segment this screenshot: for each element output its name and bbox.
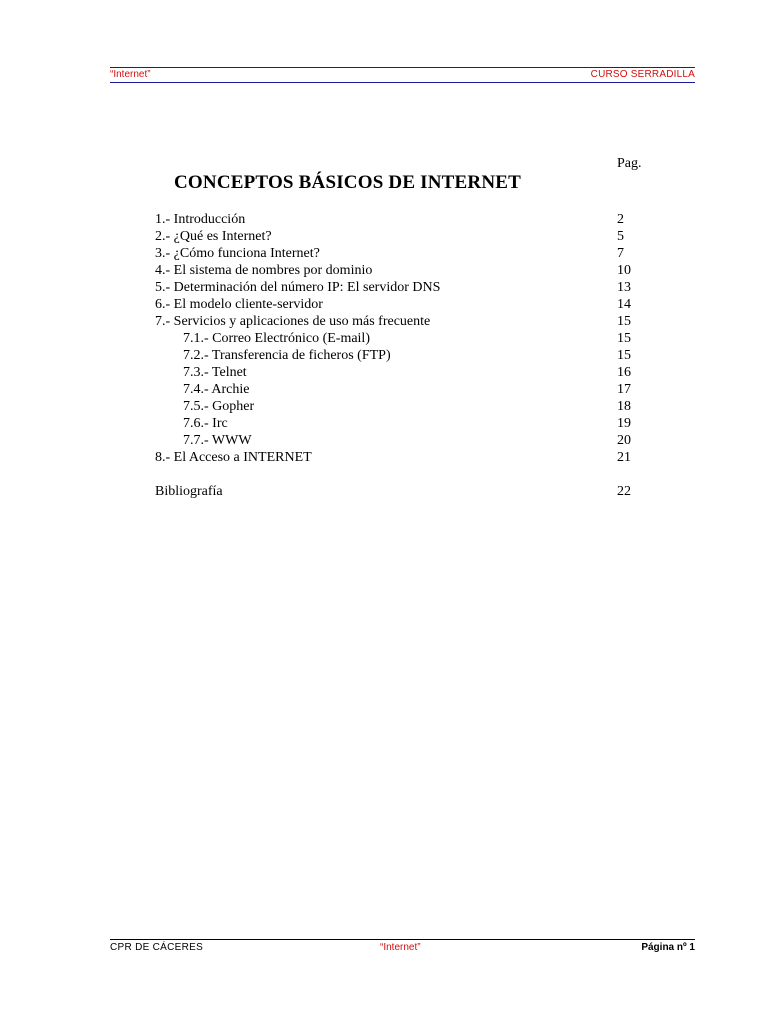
toc-item-page: 19 [617, 416, 631, 431]
toc-item[interactable] [155, 313, 635, 330]
header-bottom-rule [110, 82, 695, 83]
toc-item-page: 13 [617, 280, 631, 295]
toc-item-page: 21 [617, 450, 631, 465]
toc-item-bibliography[interactable] [155, 483, 635, 500]
toc-item[interactable] [155, 279, 635, 296]
toc-item-page: 7 [617, 246, 624, 261]
toc-item-label: 7.3.- Telnet [183, 365, 247, 380]
toc-item-page: 2 [617, 212, 624, 227]
toc-item-label: 7.5.- Gopher [183, 399, 255, 414]
page-column-label: Pag. [617, 156, 642, 171]
toc-item-label: 3.- ¿Cómo funciona Internet? [155, 246, 320, 261]
toc-item-page: 14 [617, 297, 631, 312]
toc-item-label: 7.6.- Irc [183, 416, 228, 431]
toc-item[interactable] [155, 296, 635, 313]
toc-item[interactable] [155, 449, 635, 466]
toc-item-page: 18 [617, 399, 631, 414]
toc-item-label: 5.- Determinación del número IP: El servidor DNS [155, 280, 441, 295]
toc-item-page: 17 [617, 382, 631, 397]
toc-item[interactable] [155, 211, 635, 228]
toc-item-page: 10 [617, 263, 631, 278]
toc-item-page: 16 [617, 365, 631, 380]
toc-item-label: 7.2.- Transferencia de ficheros (FTP) [183, 348, 391, 363]
toc-item-label: 6.- El modelo cliente-servidor [155, 297, 323, 312]
footer-rule [110, 939, 695, 940]
toc-subitem[interactable] [155, 398, 635, 415]
toc-subitem[interactable] [155, 330, 635, 347]
footer-left-text: CPR DE CÁCERES [110, 942, 204, 953]
toc-subitem[interactable] [155, 347, 635, 364]
toc-item-page: 15 [617, 331, 631, 346]
toc-item-label: 7.4.- Archie [183, 382, 250, 397]
toc-item-page: 15 [617, 348, 631, 363]
toc-item-page: 5 [617, 229, 624, 244]
header-left-text: “Internet” [110, 69, 151, 80]
toc-item-label: 7.1.- Correo Electrónico (E-mail) [183, 331, 370, 346]
toc-item-label: 2.- ¿Qué es Internet? [155, 229, 272, 244]
header-top-rule [110, 67, 695, 68]
toc-item-page: 20 [617, 433, 631, 448]
toc-subitem[interactable] [155, 432, 635, 449]
footer-center-text: “Internet” [380, 942, 421, 953]
toc-subitem[interactable] [155, 415, 635, 432]
table-of-contents [155, 211, 635, 500]
toc-item-label: 1.- Introducción [155, 212, 246, 227]
toc-subitem[interactable] [155, 364, 635, 381]
toc-item-label: 8.- El Acceso a INTERNET [155, 450, 312, 465]
toc-item-page: 15 [617, 314, 631, 329]
footer-page-number: Página nº 1 [641, 942, 695, 953]
toc-item[interactable] [155, 245, 635, 262]
toc-item-page: 22 [617, 484, 631, 499]
toc-item[interactable] [155, 228, 635, 245]
toc-item[interactable] [155, 262, 635, 279]
toc-item-label: Bibliografía [155, 484, 223, 499]
header-right-text: CURSO SERRADILLA [590, 69, 695, 80]
toc-item-label: 7.7.- WWW [183, 433, 252, 448]
page-title: CONCEPTOS BÁSICOS DE INTERNET [174, 172, 522, 193]
toc-subitem[interactable] [155, 381, 635, 398]
toc-item-label: 4.- El sistema de nombres por dominio [155, 263, 373, 278]
toc-item-label: 7.- Servicios y aplicaciones de uso más frecuente [155, 314, 431, 329]
